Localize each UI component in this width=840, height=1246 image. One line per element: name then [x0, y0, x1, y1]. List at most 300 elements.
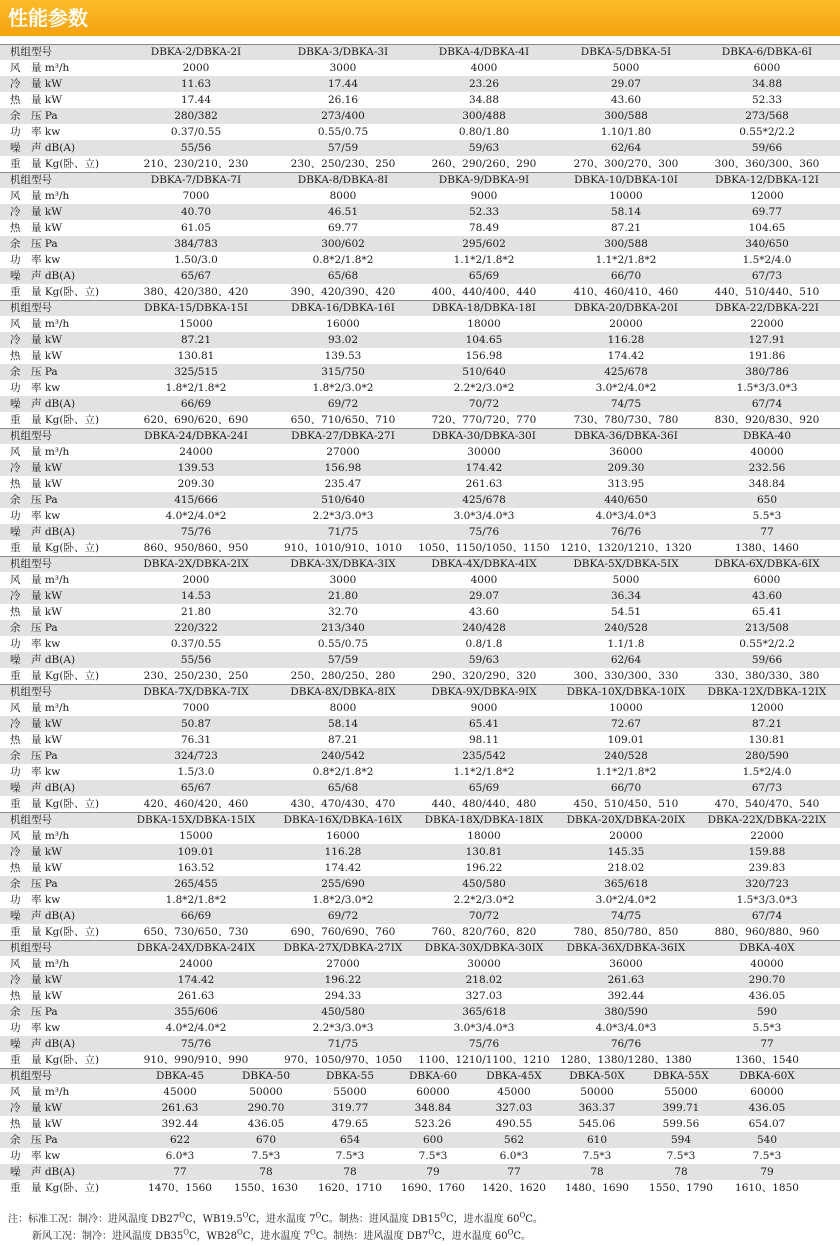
spec-value: 384/783 — [174, 238, 218, 250]
spec-value: 79 — [426, 1166, 440, 1178]
spec-value: 1100、1210/1100、1210 — [418, 1054, 550, 1066]
row-label: 重 量 Kg(卧、立) — [10, 798, 100, 810]
row-label: 机组型号 — [10, 686, 52, 698]
row-label: 噪 声 dB(A) — [10, 142, 76, 154]
spec-value: 12000 — [750, 702, 784, 714]
spec-value: 21.80 — [180, 606, 212, 618]
spec-value: 450、510/450、510 — [573, 798, 679, 810]
spec-value: 104.65 — [748, 222, 786, 234]
spec-value: 210、230/210、230 — [143, 158, 249, 170]
spec-value: 315/750 — [321, 366, 365, 378]
spec-value: 313.95 — [607, 478, 645, 490]
spec-value: 18000 — [467, 830, 501, 842]
spec-value: 109.01 — [607, 734, 645, 746]
row-label: 热 量 kW — [10, 606, 62, 618]
model-name: DBKA-15/DBKA-15Ⅰ — [144, 302, 248, 314]
spec-value: 40000 — [750, 958, 784, 970]
spec-value: 2000 — [182, 62, 210, 74]
spec-row — [0, 988, 840, 1004]
spec-value: 650 — [756, 494, 778, 506]
spec-value: 300/588 — [604, 238, 648, 250]
spec-value: 55000 — [333, 1086, 367, 1098]
model-name: DBKA-36X/DBKA-36ⅠX — [566, 942, 686, 954]
row-label: 余 压 Pa — [10, 1134, 58, 1146]
spec-value: 230、250/230、250 — [290, 158, 396, 170]
spec-value: 562 — [503, 1134, 525, 1146]
spec-value: 78.49 — [468, 222, 500, 234]
row-label: 重 量 Kg(卧、立) — [10, 286, 100, 298]
row-label: 重 量 Kg(卧、立) — [10, 1054, 100, 1066]
spec-value: 650、730/650、730 — [143, 926, 249, 938]
row-label: 重 量 Kg(卧、立) — [10, 414, 100, 426]
spec-value: 66/69 — [180, 398, 212, 410]
spec-value: 67/74 — [751, 398, 783, 410]
row-label: 噪 声 dB(A) — [10, 782, 76, 794]
spec-value: 76.31 — [180, 734, 212, 746]
spec-row — [0, 876, 840, 892]
row-label: 热 量 kW — [10, 990, 62, 1002]
row-label: 冷 量 kW — [10, 974, 62, 986]
spec-row — [0, 396, 840, 412]
spec-value: 654.07 — [748, 1118, 786, 1130]
spec-value: 104.65 — [465, 334, 503, 346]
spec-value: 410、460/410、460 — [573, 286, 679, 298]
spec-value: 1.8*2/3.0*2 — [312, 894, 374, 906]
spec-row — [0, 60, 840, 76]
spec-value: 4000 — [470, 62, 498, 74]
spec-row — [0, 924, 840, 940]
spec-value: 910、990/910、990 — [143, 1054, 249, 1066]
spec-value: 174.42 — [177, 974, 215, 986]
spec-row — [0, 1148, 840, 1164]
spec-value: 59/66 — [751, 142, 783, 154]
spec-value: 600 — [422, 1134, 444, 1146]
spec-value: 599.56 — [662, 1118, 700, 1130]
row-label: 冷 量 kW — [10, 206, 62, 218]
spec-value: 57/59 — [327, 654, 359, 666]
spec-value: 239.83 — [748, 862, 786, 874]
spec-value: 1.5*2/4.0 — [742, 254, 792, 266]
spec-value: 15000 — [179, 318, 213, 330]
row-label: 噪 声 dB(A) — [10, 1038, 76, 1050]
row-label: 噪 声 dB(A) — [10, 910, 76, 922]
spec-block — [0, 684, 840, 812]
spec-value: 98.11 — [468, 734, 500, 746]
spec-value: 23.26 — [468, 78, 500, 90]
spec-value: 66/69 — [180, 910, 212, 922]
spec-value: 479.65 — [331, 1118, 369, 1130]
row-label: 功 率 kw — [10, 254, 61, 266]
row-label: 冷 量 kW — [10, 334, 62, 346]
spec-value: 16000 — [326, 830, 360, 842]
spec-value: 43.60 — [751, 590, 783, 602]
spec-value: 59/66 — [751, 654, 783, 666]
spec-value: 348.84 — [748, 478, 786, 490]
spec-value: 6.0*3 — [165, 1150, 195, 1162]
row-label: 余 压 Pa — [10, 494, 58, 506]
row-label: 机组型号 — [10, 46, 52, 58]
spec-value: 0.55*2/2.2 — [739, 126, 795, 138]
spec-value: 1.8*2/1.8*2 — [165, 894, 227, 906]
spec-value: 2.2*2/3.0*2 — [453, 382, 515, 394]
row-label: 机组型号 — [10, 558, 52, 570]
spec-row — [0, 156, 840, 172]
spec-value: 348.84 — [414, 1102, 452, 1114]
spec-value: 4.0*3/4.0*3 — [595, 1022, 657, 1034]
spec-value: 50.87 — [180, 718, 212, 730]
spec-value: 191.86 — [748, 350, 786, 362]
spec-value: 87.21 — [327, 734, 359, 746]
spec-value: 0.55/0.75 — [317, 638, 369, 650]
spec-value: 622 — [169, 1134, 191, 1146]
row-label: 风 量 m³/h — [10, 1086, 70, 1098]
spec-value: 300、360/300、360 — [714, 158, 820, 170]
spec-block — [0, 172, 840, 300]
row-label: 冷 量 kW — [10, 590, 62, 602]
spec-value: 510/640 — [462, 366, 506, 378]
spec-value: 261.63 — [177, 990, 215, 1002]
model-name: DBKA-20X/DBKA-20ⅠX — [566, 814, 686, 826]
spec-value: 590 — [756, 1006, 778, 1018]
spec-value: 109.01 — [177, 846, 215, 858]
spec-value: 3000 — [329, 62, 357, 74]
spec-value: 1.8*2/1.8*2 — [165, 382, 227, 394]
model-name: DBKA-40X — [739, 942, 795, 954]
spec-value: 87.21 — [751, 718, 783, 730]
row-label: 功 率 kw — [10, 126, 61, 138]
spec-value: 11.63 — [180, 78, 212, 90]
row-label: 噪 声 dB(A) — [10, 398, 76, 410]
model-name: DBKA-15X/DBKA-15ⅠX — [136, 814, 256, 826]
model-name: DBKA-5X/DBKA-5ⅠX — [573, 558, 679, 570]
row-label: 噪 声 dB(A) — [10, 1166, 76, 1178]
spec-value: 240/428 — [462, 622, 506, 634]
spec-row — [0, 140, 840, 156]
spec-value: 1280、1380/1280、1380 — [560, 1054, 692, 1066]
model-name: DBKA-30X/DBKA-30ⅠX — [424, 942, 544, 954]
spec-value: 2000 — [182, 574, 210, 586]
spec-value: 5000 — [612, 574, 640, 586]
row-label: 功 率 kw — [10, 1150, 61, 1162]
spec-value: 240/542 — [321, 750, 365, 762]
spec-value: 880、960/880、960 — [714, 926, 820, 938]
spec-value: 55000 — [664, 1086, 698, 1098]
row-label: 余 压 Pa — [10, 366, 58, 378]
row-label: 机组型号 — [10, 174, 52, 186]
model-name: DBKA-8X/DBKA-8ⅠX — [290, 686, 396, 698]
model-name: DBKA-6X/DBKA-6ⅠX — [714, 558, 820, 570]
spec-value: 75/76 — [468, 526, 500, 538]
note-fresh-air-conditions: 新风工况：制冷：进风温度 $DB35^OC$，$WB28^OC$，进水温度 $7^OC$。制热：进风温度 $DB7^OC$，进水温度 $60^OC$。 — [32, 1228, 532, 1242]
spec-value: 36000 — [609, 958, 643, 970]
model-name: DBKA-6/DBKA-6Ⅰ — [721, 46, 813, 58]
row-label: 功 率 kw — [10, 1022, 61, 1034]
spec-value: 232.56 — [748, 462, 786, 474]
spec-value: 74/75 — [610, 910, 642, 922]
spec-value: 213/340 — [321, 622, 365, 634]
title-bar — [0, 0, 840, 36]
spec-value: 610 — [586, 1134, 608, 1146]
spec-row — [0, 1180, 840, 1196]
spec-value: 66/70 — [610, 270, 642, 282]
model-name: DBKA-24/DBKA-24Ⅰ — [144, 430, 248, 442]
spec-value: 1620、1710 — [318, 1182, 382, 1194]
spec-row — [0, 1116, 840, 1132]
spec-row — [0, 1020, 840, 1036]
spec-value: 12000 — [750, 190, 784, 202]
spec-value: 4.0*3/4.0*3 — [595, 510, 657, 522]
spec-row — [0, 956, 840, 972]
spec-value: 1.5*2/4.0 — [742, 766, 792, 778]
spec-row — [0, 236, 840, 252]
spec-row — [0, 348, 840, 364]
spec-value: 3.0*3/4.0*3 — [453, 510, 515, 522]
spec-row — [0, 652, 840, 668]
spec-value: 62/64 — [610, 142, 642, 154]
spec-value: 1550、1630 — [234, 1182, 298, 1194]
row-label: 冷 量 kW — [10, 78, 62, 90]
spec-value: 436.05 — [247, 1118, 285, 1130]
spec-row — [0, 540, 840, 556]
spec-value: 18000 — [467, 318, 501, 330]
spec-value: 327.03 — [465, 990, 503, 1002]
row-label: 风 量 m³/h — [10, 318, 70, 330]
model-name: DBKA-18X/DBKA-18ⅠX — [424, 814, 544, 826]
spec-value: 1550、1790 — [649, 1182, 713, 1194]
spec-row — [0, 716, 840, 732]
row-label: 余 压 Pa — [10, 238, 58, 250]
spec-row — [0, 796, 840, 812]
row-label: 重 量 Kg(卧、立) — [10, 158, 100, 170]
model-name: DBKA-50 — [241, 1070, 291, 1082]
spec-value: 380/786 — [745, 366, 789, 378]
spec-value: 300/588 — [604, 110, 648, 122]
spec-value: 255/690 — [321, 878, 365, 890]
spec-block — [0, 812, 840, 940]
spec-value: 510/640 — [321, 494, 365, 506]
spec-value: 65/67 — [180, 782, 212, 794]
spec-value: 273/400 — [321, 110, 365, 122]
spec-value: 235.47 — [324, 478, 362, 490]
spec-value: 261.63 — [607, 974, 645, 986]
spec-value: 65/68 — [327, 270, 359, 282]
spec-value: 10000 — [609, 702, 643, 714]
spec-value: 0.37/0.55 — [170, 638, 222, 650]
spec-value: 77 — [507, 1166, 521, 1178]
spec-value: 365/618 — [462, 1006, 506, 1018]
footnotes — [8, 1211, 543, 1245]
spec-value: 1.5*3/3.0*3 — [736, 894, 798, 906]
spec-value: 540 — [756, 1134, 778, 1146]
model-name: DBKA-22X/DBKA-22ⅠX — [707, 814, 827, 826]
spec-value: 1210、1320/1210、1320 — [560, 542, 692, 554]
model-row — [0, 556, 840, 572]
spec-value: 594 — [670, 1134, 692, 1146]
spec-value: 545.06 — [578, 1118, 616, 1130]
spec-value: 294.33 — [324, 990, 362, 1002]
spec-value: 36.34 — [610, 590, 642, 602]
spec-value: 58.14 — [327, 718, 359, 730]
spec-value: 440、480/440、480 — [431, 798, 537, 810]
spec-value: 50000 — [249, 1086, 283, 1098]
model-row — [0, 300, 840, 316]
spec-value: 260、290/260、290 — [431, 158, 537, 170]
spec-value: 0.80/1.80 — [458, 126, 510, 138]
row-label: 热 量 kW — [10, 222, 62, 234]
spec-row — [0, 892, 840, 908]
spec-value: 10000 — [609, 190, 643, 202]
spec-row — [0, 844, 840, 860]
spec-value: 24000 — [179, 446, 213, 458]
row-label: 风 量 m³/h — [10, 958, 70, 970]
spec-value: 1.8*2/3.0*2 — [312, 382, 374, 394]
spec-value: 54.51 — [610, 606, 642, 618]
spec-value: 420、460/420、460 — [143, 798, 249, 810]
spec-value: 300/602 — [321, 238, 365, 250]
spec-value: 670 — [255, 1134, 277, 1146]
spec-value: 430、470/430、470 — [290, 798, 396, 810]
spec-value: 130.81 — [465, 846, 503, 858]
spec-value: 77 — [760, 526, 774, 538]
model-name: DBKA-4X/DBKA-4ⅠX — [431, 558, 537, 570]
spec-value: 55/56 — [180, 142, 212, 154]
spec-value: 0.55*2/2.2 — [739, 638, 795, 650]
spec-value: 330、380/330、380 — [714, 670, 820, 682]
spec-value: 365/618 — [604, 878, 648, 890]
row-label: 热 量 kW — [10, 734, 62, 746]
spec-value: 15000 — [179, 830, 213, 842]
spec-value: 319.77 — [331, 1102, 369, 1114]
spec-row — [0, 972, 840, 988]
model-name: DBKA-55 — [325, 1070, 375, 1082]
spec-value: 7.5*3 — [418, 1150, 448, 1162]
spec-value: 78 — [674, 1166, 688, 1178]
spec-value: 280/590 — [745, 750, 789, 762]
model-name: DBKA-30/DBKA-30Ⅰ — [432, 430, 536, 442]
spec-value: 59/63 — [468, 654, 500, 666]
spec-value: 67/73 — [751, 270, 783, 282]
model-name: DBKA-60 — [408, 1070, 458, 1082]
spec-row — [0, 700, 840, 716]
spec-row — [0, 860, 840, 876]
spec-value: 3.0*2/4.0*2 — [595, 894, 657, 906]
spec-value: 20000 — [609, 318, 643, 330]
spec-value: 1050、1150/1050、1150 — [418, 542, 550, 554]
spec-value: 43.60 — [468, 606, 500, 618]
spec-value: 9000 — [470, 702, 498, 714]
row-label: 余 压 Pa — [10, 750, 58, 762]
model-name: DBKA-45 — [155, 1070, 205, 1082]
spec-row — [0, 284, 840, 300]
spec-value: 380、420/380、420 — [143, 286, 249, 298]
spec-value: 440/650 — [604, 494, 648, 506]
spec-value: 7000 — [182, 190, 210, 202]
spec-value: 2.2*3/3.0*3 — [312, 510, 374, 522]
spec-value: 7.5*3 — [335, 1150, 365, 1162]
row-label: 机组型号 — [10, 1070, 52, 1082]
model-name: DBKA-20/DBKA-20Ⅰ — [574, 302, 678, 314]
spec-value: 425/678 — [604, 366, 648, 378]
spec-value: 0.8/1.8 — [465, 638, 503, 650]
spec-value: 45000 — [497, 1086, 531, 1098]
spec-value: 70/72 — [468, 398, 500, 410]
spec-value: 45000 — [163, 1086, 197, 1098]
spec-row — [0, 460, 840, 476]
spec-value: 7000 — [182, 702, 210, 714]
spec-row — [0, 412, 840, 428]
spec-value: 4.0*2/4.0*2 — [165, 1022, 227, 1034]
spec-row — [0, 444, 840, 460]
spec-value: 163.52 — [177, 862, 215, 874]
spec-value: 830、920/830、920 — [714, 414, 820, 426]
spec-value: 93.02 — [327, 334, 359, 346]
model-name: DBKA-16/DBKA-16Ⅰ — [291, 302, 395, 314]
spec-value: 270、300/270、300 — [573, 158, 679, 170]
row-label: 热 量 kW — [10, 1118, 62, 1130]
model-name: DBKA-7X/DBKA-7ⅠX — [143, 686, 249, 698]
spec-value: 59/63 — [468, 142, 500, 154]
spec-value: 1.50/3.0 — [174, 254, 218, 266]
spec-value: 29.07 — [610, 78, 642, 90]
spec-row — [0, 524, 840, 540]
spec-row — [0, 636, 840, 652]
spec-value: 24000 — [179, 958, 213, 970]
row-label: 噪 声 dB(A) — [10, 270, 76, 282]
spec-row — [0, 1132, 840, 1148]
model-name: DBKA-9X/DBKA-9ⅠX — [431, 686, 537, 698]
spec-value: 145.35 — [607, 846, 645, 858]
model-name: DBKA-4/DBKA-4Ⅰ — [438, 46, 530, 58]
spec-value: 1480、1690 — [565, 1182, 629, 1194]
spec-value: 6000 — [753, 574, 781, 586]
spec-value: 390、420/390、420 — [290, 286, 396, 298]
spec-value: 3.0*3/4.0*3 — [453, 1022, 515, 1034]
model-name: DBKA-2X/DBKA-2ⅠX — [143, 558, 249, 570]
spec-value: 1610、1850 — [735, 1182, 799, 1194]
spec-row — [0, 492, 840, 508]
spec-value: 196.22 — [465, 862, 503, 874]
spec-value: 65.41 — [751, 606, 783, 618]
spec-row — [0, 764, 840, 780]
spec-value: 75/76 — [180, 526, 212, 538]
spec-value: 7.5*3 — [752, 1150, 782, 1162]
spec-value: 69.77 — [751, 206, 783, 218]
spec-value: 130.81 — [748, 734, 786, 746]
spec-value: 77 — [760, 1038, 774, 1050]
model-name: DBKA-55X — [653, 1070, 709, 1082]
spec-row — [0, 1164, 840, 1180]
spec-value: 380/590 — [604, 1006, 648, 1018]
spec-row — [0, 108, 840, 124]
spec-value: 71/75 — [327, 1038, 359, 1050]
spec-value: 67/73 — [751, 782, 783, 794]
row-label: 余 压 Pa — [10, 622, 58, 634]
spec-value: 69/72 — [327, 398, 359, 410]
spec-row — [0, 332, 840, 348]
spec-value: 34.88 — [751, 78, 783, 90]
spec-value: 139.53 — [177, 462, 215, 474]
spec-value: 265/455 — [174, 878, 218, 890]
spec-value: 27000 — [326, 446, 360, 458]
spec-value: 196.22 — [324, 974, 362, 986]
spec-value: 159.88 — [748, 846, 786, 858]
spec-value: 5000 — [612, 62, 640, 74]
spec-value: 0.8*2/1.8*2 — [312, 766, 374, 778]
spec-value: 1.5/3.0 — [177, 766, 215, 778]
spec-value: 30000 — [467, 958, 501, 970]
row-label: 风 量 m³/h — [10, 830, 70, 842]
spec-value: 69/72 — [327, 910, 359, 922]
